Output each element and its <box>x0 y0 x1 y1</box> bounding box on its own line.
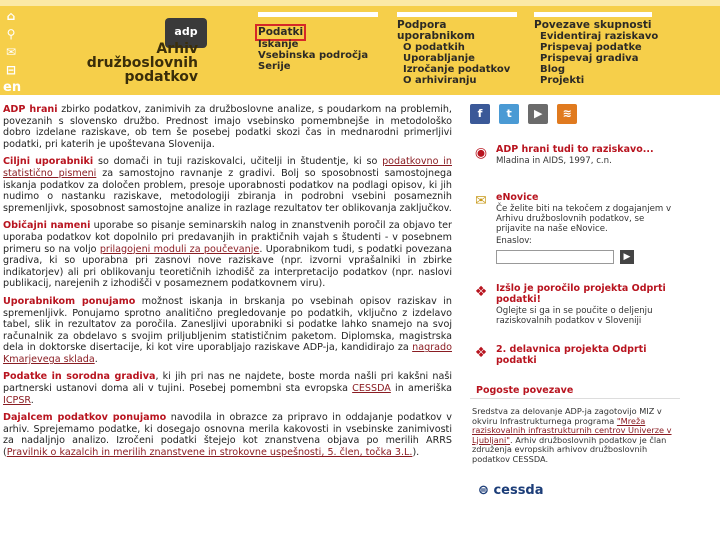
link-cessda[interactable]: CESSDA <box>352 383 391 395</box>
nav-divider <box>397 12 517 17</box>
report-description[interactable]: Oglejte si ga in se poučite o deljenju raziskovalnih podatkov v Sloveniji <box>496 306 653 326</box>
enews-submit-button[interactable]: ▶ <box>620 250 634 264</box>
paragraph-text: ). <box>412 447 420 459</box>
workshop-block <box>470 344 680 366</box>
enews-title: eNovice <box>496 192 539 203</box>
funding-note <box>472 407 677 465</box>
nav-link-o-podatkih[interactable]: O podatkih <box>403 42 465 53</box>
workshop-title[interactable]: 2. delavnica projekta Odprti podatki <box>496 344 647 366</box>
nav-divider <box>534 12 652 17</box>
paragraph-data-providers <box>3 412 452 458</box>
enews-email-label: Enaslov: <box>496 236 532 246</box>
nav-link-uporabljanje[interactable]: Uporabljanje <box>403 53 475 64</box>
paragraph-text: uporabe so pisanje seminarskih nalog in znanstvenih poročil za objavo ter uporaba podatkov kot dopolnilo pri predavanjih in praktičnih vajah s študenti - v posebnem primeru so na voljo <box>3 220 452 255</box>
enews-block <box>470 192 680 265</box>
paragraph-text: . Uporabnikom tudi, s podatki povezana gradiva, ki so uporabna pri zasnovi nove raziskave (npr. izvorni vprašalniki in zbirke indikatorjev) ali pri oblikovanju teoretičnih izhodišč za interpretacijo podatkov (npr. naslovi publikacij, narejenih z izhodišči v posameznem podatkovnem viru). <box>3 243 452 290</box>
paragraph-holdings <box>3 104 452 150</box>
side-icon-bar <box>0 8 20 95</box>
language-switch-en[interactable]: en <box>3 80 22 95</box>
paragraph-lead: Ciljni uporabniki <box>3 156 94 168</box>
paragraph-text: za samostojno ravnanje z gradivi. Bolj so sposobnosti samostojnega iskanja podatkov za določen problem, presoje uporabnosti podatkov na podlagi opisov, ki jih nudimo o nastanku raziskave, metodologiji zbiranja in podrobni vsebini posameznih spremenljivk, sposobnost samostojne analize in razlage rezultatov ter oblikovanja zaključkov. <box>3 167 452 214</box>
paragraph-text: . <box>94 353 98 365</box>
youtube-icon[interactable]: ▶ <box>528 104 548 124</box>
logo-line-1: Arhiv <box>156 41 198 57</box>
nav-link-blog[interactable]: Blog <box>540 64 566 75</box>
paragraph-lead: ADP hrani <box>3 104 58 115</box>
nav-link-prispevaj-podatke[interactable]: Prispevaj podatke <box>540 42 642 53</box>
nav-link-projekti[interactable]: Projekti <box>540 75 585 86</box>
newsletter-icon: ✉ <box>475 193 487 209</box>
nav-link-podatki[interactable]: Podatki <box>258 26 304 38</box>
nav-column-data <box>258 12 378 72</box>
paragraph-usage-purposes <box>3 220 452 290</box>
enews-email-input[interactable] <box>496 250 614 264</box>
paragraph-text: , ki jih pri nas ne najdete, boste morda našli pri kakšni naši partnerski ustanovi doma ali v tujini. Posebej pomembni sta evropska <box>3 371 452 395</box>
featured-study-block <box>470 144 680 166</box>
report-title[interactable]: Izšlo je poročilo projekta Odprti podatki! <box>496 283 666 305</box>
social-links <box>470 102 680 124</box>
enews-description: Če želite biti na tekočem z dogajanjem v Arhivu družboslovnih podatkov, se prijavite na naše eNovice. <box>496 204 672 234</box>
funding-note-text: . Arhiv družboslovnih podatkov je član združenja evropskih arhivov družboslovnih podatkov CESSDA. <box>472 434 667 464</box>
search-icon[interactable]: ⚲ <box>6 27 16 41</box>
paragraph-text: in ameriška <box>390 383 452 395</box>
site-logo[interactable] <box>35 12 210 85</box>
paragraph-text: navodila in obrazce za pripravo in oddajanje podatkov v arhiv. Sprejemamo podatke, ki dosegajo osnovna merila kakovosti in vsebinske zanimivosti za nadaljnjo analizo. Izročeni podatki štejejo kot znanstvena objava po merilih ARRS ( <box>3 412 452 459</box>
link-statistical-literacy[interactable]: podatkovno in statistično pismeni <box>3 156 452 179</box>
cessda-mark-icon: ⊜ <box>478 483 489 498</box>
right-sidebar <box>470 102 680 366</box>
paragraph-text: so domači in tuji raziskovalci, učitelji in študentje, ki so <box>93 156 383 168</box>
funding-note-text: Sredstva za delovanje ADP-ja zagotovijo MIZ v okviru Infrastrukturnega programa <box>472 406 662 426</box>
paragraph-lead: Dajalcem podatkov ponujamo <box>3 412 167 424</box>
email-icon[interactable]: ✉ <box>5 45 17 59</box>
link-infrastructure-program[interactable]: "Mreža raziskovalnih infrastrukturnih centrov Univerze v Ljubljani" <box>472 415 672 445</box>
link-arrs-rules[interactable]: Pravilnik o kazalcih in merilih znanstvene in strokovne uspešnosti, 5. člen, točka 3.L. <box>6 447 413 459</box>
nav-link-serije[interactable]: Serije <box>258 61 291 72</box>
paragraph-text: zbirko podatkov, zanimivih za družboslovne analize, s poudarkom na problemih, povezanih s slovensko družbo. Prednost imajo vsebinsko pomembnejše in metodološko dobro izdelane raziskave, ob tem še posebej podatki skozi čas in mednarodni primerljivi podatki, pri katerih je upoštevana Slovenija. <box>3 104 452 150</box>
paragraph-text: . <box>30 394 34 406</box>
print-icon[interactable]: ⊟ <box>5 63 17 77</box>
home-icon[interactable]: ⌂ <box>6 9 16 23</box>
nav-column-support <box>397 12 517 86</box>
paragraph-text: možnost iskanja in brskanja po vsebinah opisov raziskav in spremenljivk. Ponujamo sprotno analitično pregledovanje po podatkih, vključno z izdelavo tabel, slik in rezultatov za poročila. Zanesljivi uporabniki si podatke lahko snamejo na svoj računalnik za obdelavo s svojim priljubljenim statističnim paketom. Diplomska, magistrska dela in doktorske disertacije, ki kot vire uporabljajo raziskave ADP-ja, kandidirajo za <box>3 295 452 354</box>
paragraph-target-users <box>3 156 452 214</box>
rss-icon[interactable]: ≋ <box>557 104 577 124</box>
link-icpsr[interactable]: ICPSR <box>3 394 31 406</box>
facebook-icon[interactable]: f <box>470 104 490 124</box>
link-teaching-modules[interactable]: prilagojeni moduli za poučevanje <box>99 243 260 255</box>
workshop-icon: ❖ <box>474 345 488 361</box>
report-icon: ❖ <box>474 284 488 300</box>
cessda-logo-text: cessda <box>493 483 544 498</box>
frequent-links-title[interactable]: Pogoste povezave <box>476 385 574 396</box>
nav-link-vsebinska-podrocja[interactable]: Vsebinska področja <box>258 50 369 61</box>
magnifier-icon: ◉ <box>474 145 488 161</box>
paragraph-lead: Uporabnikom ponujamo <box>3 295 136 307</box>
links-divider <box>470 398 680 399</box>
nav-link-izrocanje[interactable]: Izročanje podatkov <box>403 64 511 75</box>
site-header <box>0 0 720 95</box>
nav-link-povezave[interactable]: Povezave skupnosti <box>534 19 652 31</box>
twitter-icon[interactable]: t <box>499 104 519 124</box>
nav-column-community <box>534 12 659 86</box>
nav-link-evidentiraj[interactable]: Evidentiraj raziskavo <box>540 31 659 42</box>
header-top-strip <box>0 0 720 6</box>
link-award[interactable]: nagrado Kmarjevega sklada <box>3 342 452 365</box>
featured-study-name[interactable]: Mladina in AIDS, 1997, c.n. <box>496 156 612 166</box>
nav-divider <box>258 12 378 17</box>
logo-badge-text: adp <box>174 25 198 38</box>
nav-link-prispevaj-gradiva[interactable]: Prispevaj gradiva <box>540 53 639 64</box>
paragraph-lead: Podatke in sorodna gradiva <box>3 371 156 383</box>
cessda-logo[interactable] <box>478 483 544 498</box>
nav-link-o-arhiviranju[interactable]: O arhiviranju <box>403 75 477 86</box>
nav-link-podpora[interactable]: Podpora uporabnikom <box>397 19 475 42</box>
logo-line-3: podatkov <box>124 69 198 85</box>
logo-line-2: družboslovnih <box>86 55 198 71</box>
main-content <box>3 104 452 465</box>
nav-link-iskanje[interactable]: Iskanje <box>258 39 299 50</box>
paragraph-lead: Običajni nameni <box>3 220 91 232</box>
paragraph-related-materials <box>3 371 452 406</box>
report-block <box>470 283 680 326</box>
featured-study-title[interactable]: ADP hrani tudi to raziskavo... <box>496 144 654 155</box>
paragraph-user-offer <box>3 296 452 366</box>
